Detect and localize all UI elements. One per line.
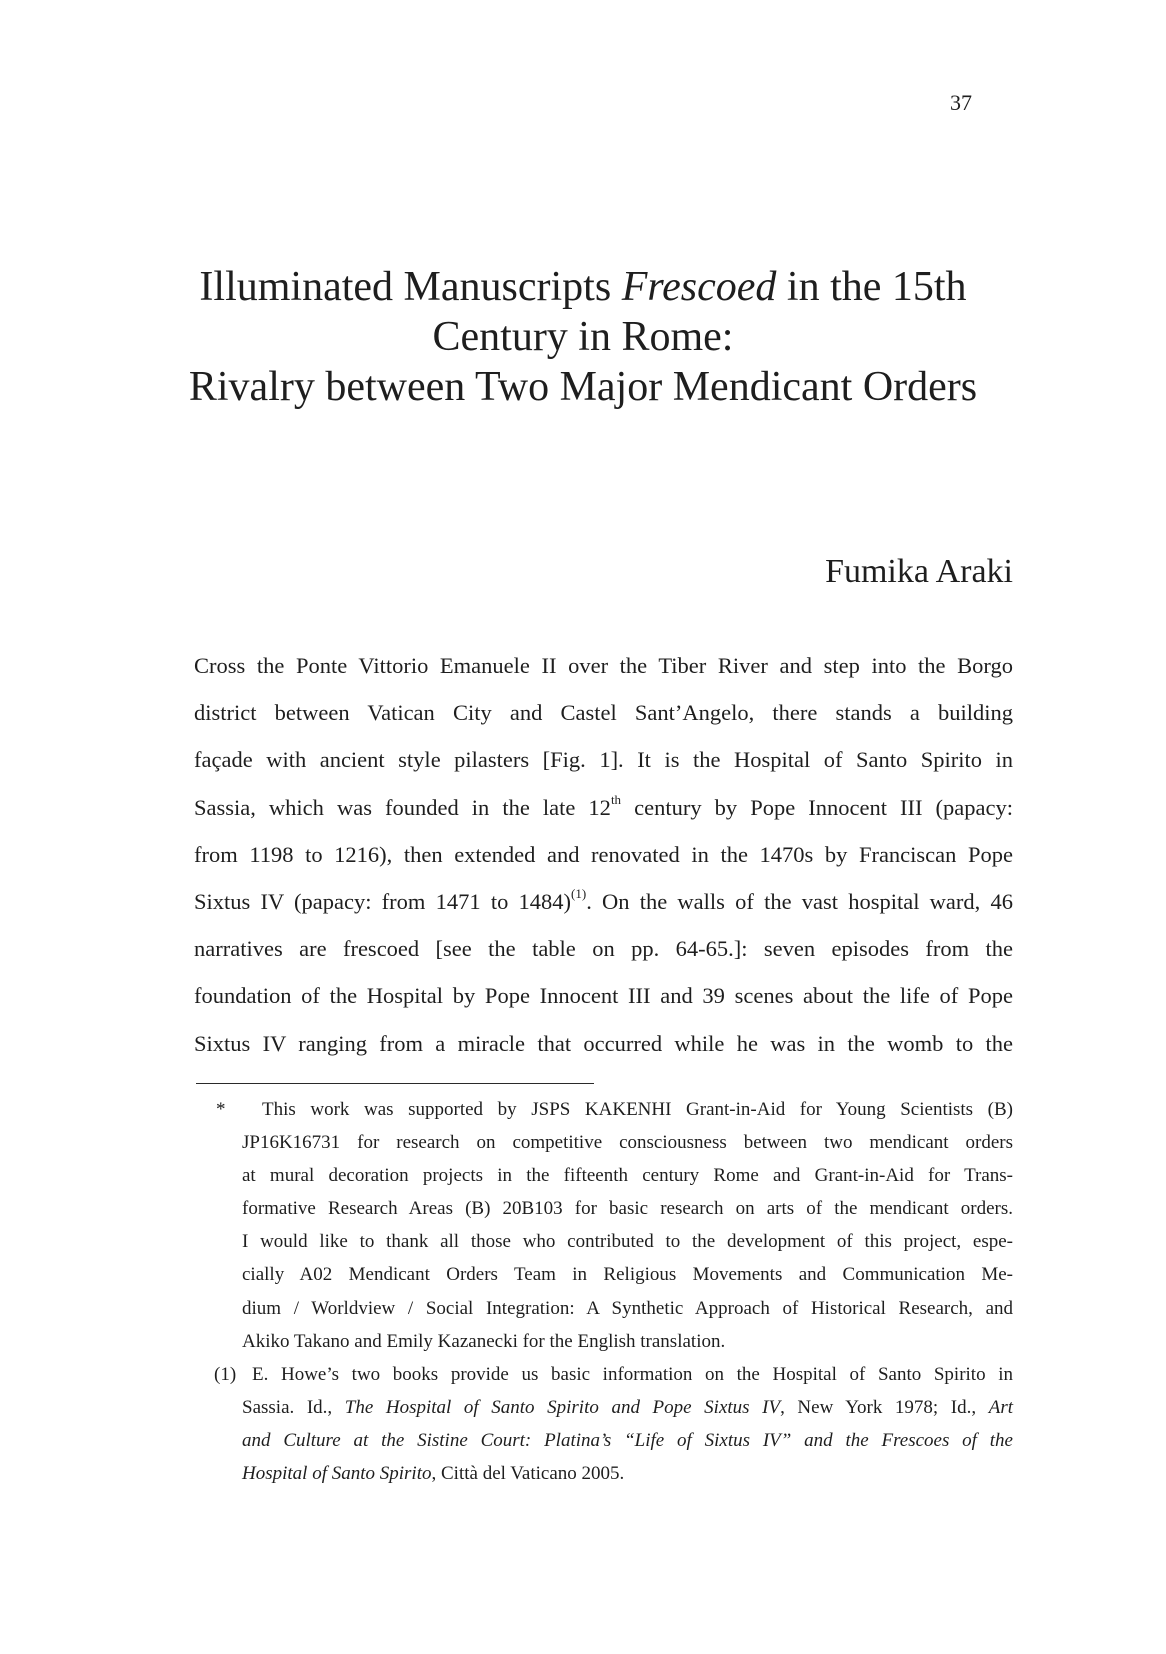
author-name: Fumika Araki	[825, 553, 1013, 590]
superscript: th	[610, 792, 622, 808]
footnote-marker: (1)	[214, 1363, 237, 1385]
article-title	[150, 262, 1016, 412]
footnote-marker: *	[216, 1099, 226, 1120]
footnote-line: dium / Worldview / Social Integration: A Synthetic Approach of Historical Research, and	[242, 1297, 1013, 1319]
footnote-reference[interactable]: (1)	[571, 886, 587, 902]
book-title: Hospital of Santo Spirito	[242, 1463, 432, 1485]
body-paragraph	[194, 642, 1013, 1067]
body-line: façade with ancient style pilasters [Fig. 1]. It is the Hospital of Santo Spirito in	[194, 747, 1013, 773]
title-italic-word: Frescoed	[621, 264, 777, 310]
body-line: from 1198 to 1216), then extended and renovated in the 1470s by Franciscan Pope	[194, 841, 1013, 867]
title-line-3: Rivalry between Two Major Mendicant Orders	[188, 364, 978, 410]
body-line: narratives are frescoed [see the table on pp. 64-65.]: seven episodes from the	[194, 936, 1013, 962]
footnote-line: at mural decoration projects in the fifteenth century Rome and Grant-in-Aid for Trans-	[242, 1165, 1013, 1187]
footnote-line: Hospital of Santo Spirito, Città del Vaticano 2005.	[242, 1463, 625, 1485]
footnote-line: Akiko Takano and Emily Kazanecki for the English translation.	[242, 1330, 726, 1352]
footnote-line: This work was supported by JSPS KAKENHI Grant-in-Aid for Young Scientists (B)	[262, 1099, 1013, 1120]
footnote-line: Sassia. Id., The Hospital of Santo Spirito and Pope Sixtus IV, New York 1978; Id., Art	[242, 1396, 1013, 1418]
title-line-1: Illuminated Manuscripts Frescoed in the 15th	[199, 264, 967, 310]
book-title: Art	[988, 1396, 1013, 1418]
body-line: Sassia, which was founded in the late 12th century by Pope Innocent III (papacy:	[194, 792, 1014, 820]
body-line: foundation of the Hospital by Pope Innocent III and 39 scenes about the life of Pope	[194, 983, 1013, 1009]
footnote-line: formative Research Areas (B) 20B103 for basic research on arts of the mendicant orders.	[242, 1198, 1013, 1220]
footnote-line: E. Howe’s two books provide us basic information on the Hospital of Santo Spirito in	[252, 1363, 1013, 1385]
footnote-line: I would like to thank all those who contributed to the development of this project, espe-	[242, 1231, 1013, 1253]
body-line: Sixtus IV ranging from a miracle that occurred while he was in the womb to the	[194, 1030, 1013, 1056]
footnote-divider	[196, 1083, 594, 1084]
body-line: Sixtus IV (papacy: from 1471 to 1484)$^{(1)}$. On the walls of the vast hospital ward, 46	[194, 886, 1013, 914]
book-title: The Hospital of Santo Spirito and Pope Sixtus IV	[344, 1396, 781, 1418]
footnotes	[196, 1093, 1013, 1490]
footnote-line	[242, 1424, 1013, 1457]
footnote-line: cially A02 Mendicant Orders Team in Religious Movements and Communication Me-	[242, 1264, 1013, 1286]
footnote-star	[196, 1093, 1013, 1358]
footnote-1	[196, 1358, 1013, 1490]
title-line-2: Century in Rome:	[432, 314, 734, 360]
book-title: and Culture at the Sistine Court: Platina’s “Life of Sixtus IV” and the Frescoes of the	[242, 1429, 1013, 1451]
footnote-line: JP16K16731 for research on competitive consciousness between two mendicant orders	[242, 1132, 1013, 1154]
body-line: district between Vatican City and Castel Sant’Angelo, there stands a building	[194, 700, 1013, 726]
page-number: 37	[950, 90, 972, 115]
body-line: Cross the Ponte Vittorio Emanuele II over the Tiber River and step into the Borgo	[194, 653, 1013, 678]
